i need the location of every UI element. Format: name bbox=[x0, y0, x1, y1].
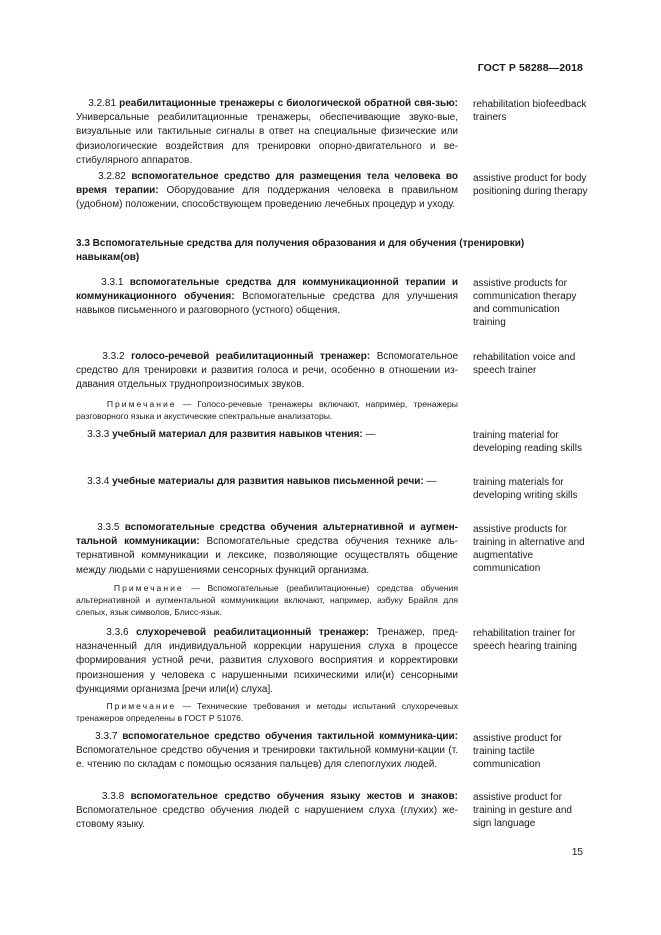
entry-3-2-81-ru bbox=[76, 97, 458, 168]
entry-number: 3.3.5 bbox=[97, 522, 120, 533]
entry-3-3-1-en: assistive products for communication therapy and communication training bbox=[473, 278, 577, 328]
entry-number: 3.3.6 bbox=[106, 627, 129, 638]
entry-3-3-2-en: rehabilitation voice and speech trainer bbox=[473, 352, 576, 376]
note-3-3-5 bbox=[76, 582, 458, 618]
entry-definition: — bbox=[426, 476, 437, 487]
note-text: — Технические требования и методы испытаний слухоречевых тренажеров определены в ГОСТ Р 51076. bbox=[76, 701, 458, 723]
entry-number: 3.2.81 bbox=[88, 98, 117, 109]
page-number: 15 bbox=[571, 847, 583, 858]
entry-3-3-5-en: assistive products for training in alternative and augmentative communication bbox=[473, 524, 585, 574]
entry-definition: Вспомогательное средство обучения людей с нарушением слуха (глухих) же-стовому языку. bbox=[76, 805, 458, 831]
entry-term: голосо-речевой реабилитационный тренажер: bbox=[131, 351, 371, 362]
note-3-3-6 bbox=[76, 700, 458, 724]
entry-number: 3.3.3 bbox=[87, 429, 110, 440]
entry-3-3-2-ru bbox=[76, 350, 458, 393]
entry-3-3-7-ru bbox=[76, 730, 458, 773]
entry-3-3-1-ru bbox=[76, 276, 458, 319]
entry-definition: Вспомогательные средства обучения технике аль-тернативной коммуникации и лексике, позволяющие осуществлять общение между людьми с нарушениями сенсорных функций организма. bbox=[76, 536, 459, 576]
entry-term: вспомогательное средство обучения языку жестов и знаков: bbox=[130, 791, 458, 802]
entry-3-3-7-en: assistive product for training tactile communication bbox=[473, 733, 562, 770]
entry-term: реабилитационные тренажеры с биологической обратной свя-зью: bbox=[119, 98, 458, 109]
entry-3-3-6-en: rehabilitation trainer for speech hearing training bbox=[473, 628, 577, 652]
entry-3-3-8-ru bbox=[76, 790, 458, 833]
entry-definition: Вспомогательные средства для улучшения навыков письменного и разговорного (устного) общения. bbox=[76, 291, 458, 317]
entry-number: 3.3.4 bbox=[87, 476, 110, 487]
entry-term: учебный материал для развития навыков чтения: bbox=[112, 429, 363, 440]
entry-definition: Вспомогательное средство обучения и тренировки тактильной коммуни-кации (т. е. чтению по складам с помощью осязания пальцев) для слепоглухих людей. bbox=[76, 745, 458, 771]
entry-3-2-82-ru bbox=[76, 170, 458, 213]
entry-number: 3.3.1 bbox=[101, 277, 124, 288]
section-heading-3-3: 3.3 Вспомогательные средства для получения образования и для обучения (тренировки) навыкам(ов) bbox=[76, 238, 525, 264]
entry-number: 3.2.82 bbox=[98, 171, 126, 182]
entry-3-3-8-en: assistive product for training in gesture and sign language bbox=[473, 792, 572, 829]
entry-3-3-5-ru bbox=[76, 521, 458, 578]
entry-number: 3.3.2 bbox=[102, 351, 125, 362]
entry-3-3-6-ru bbox=[76, 626, 458, 697]
entry-3-3-4-ru bbox=[76, 475, 458, 489]
note-3-3-2 bbox=[76, 398, 458, 422]
entry-term: вспомогательное средство обучения тактильной коммуника-ции: bbox=[122, 731, 458, 742]
note-text: — Вспомогательные (реабилитационные) средства обучения альтернативной и аугментальной коммуникации включают, например, азбуку Брайля для слепых, язык символов, Блисс-язык. bbox=[76, 583, 458, 617]
entry-definition: Вспомогательное средство для тренировки и развития голоса и речи, особенно в отношении из-давания отдельных труднопроизносимых звуков. bbox=[76, 351, 459, 391]
entry-3-3-3-ru bbox=[76, 428, 458, 442]
entry-term: вспомогательные средства обучения альтернативной и аугмен-тальной коммуникации: bbox=[76, 522, 459, 548]
entry-number: 3.3.7 bbox=[95, 731, 118, 742]
entry-term: учебные материалы для развития навыков письменной речи: bbox=[112, 476, 424, 487]
entry-definition: Тренажер, пред-назначенный для индивидуальной коррекции нарушения слуха в процессе формирования устной речи, развития слухового восприятия и корректировки произношения у человека с нарушенными психическими или(и) сенсорными функциями организма [речи или(и) слуха]. bbox=[76, 627, 458, 695]
entry-3-3-4-en: training materials for developing writing skills bbox=[473, 477, 578, 501]
note-label: Примечание bbox=[106, 701, 177, 711]
entry-definition: Оборудование для поддержания человека в правильном (удобном) положении, способствующем проведению лечебных процедур и уходу. bbox=[76, 185, 458, 211]
entry-3-2-81-en: rehabilitation biofeedback trainers bbox=[473, 99, 587, 123]
entry-definition: — bbox=[365, 429, 376, 440]
entry-definition: Универсальные реабилитационные тренажеры, обеспечивающие звуко-вые, визуальные или тактильные сигналы в ответ на специальные физические или физиологические воздействия для тренировки опорно-двигательного и ве-стибулярного аппаратов. bbox=[76, 112, 458, 166]
note-text: — Голосо-речевые тренажеры включают, например, тренажеры разговорного языка и акустические спектральные анализаторы. bbox=[76, 399, 458, 421]
entry-3-3-3-en: training material for developing reading skills bbox=[473, 430, 582, 454]
entry-number: 3.3.8 bbox=[101, 791, 125, 802]
standard-header: ГОСТ Р 58288—2018 bbox=[477, 62, 583, 74]
entry-3-2-82-en: assistive product for body positioning during therapy bbox=[473, 173, 588, 197]
note-label: Примечание bbox=[106, 399, 177, 409]
entry-term: слухоречевой реабилитационный тренажер: bbox=[136, 627, 370, 638]
note-label: Примечание bbox=[113, 583, 184, 593]
entry-term: вспомогательные средства для коммуникационной терапии и коммуникационного обучения: bbox=[76, 277, 458, 303]
entry-term: вспомогательное средство для размещения тела человека во время терапии: bbox=[76, 171, 459, 197]
